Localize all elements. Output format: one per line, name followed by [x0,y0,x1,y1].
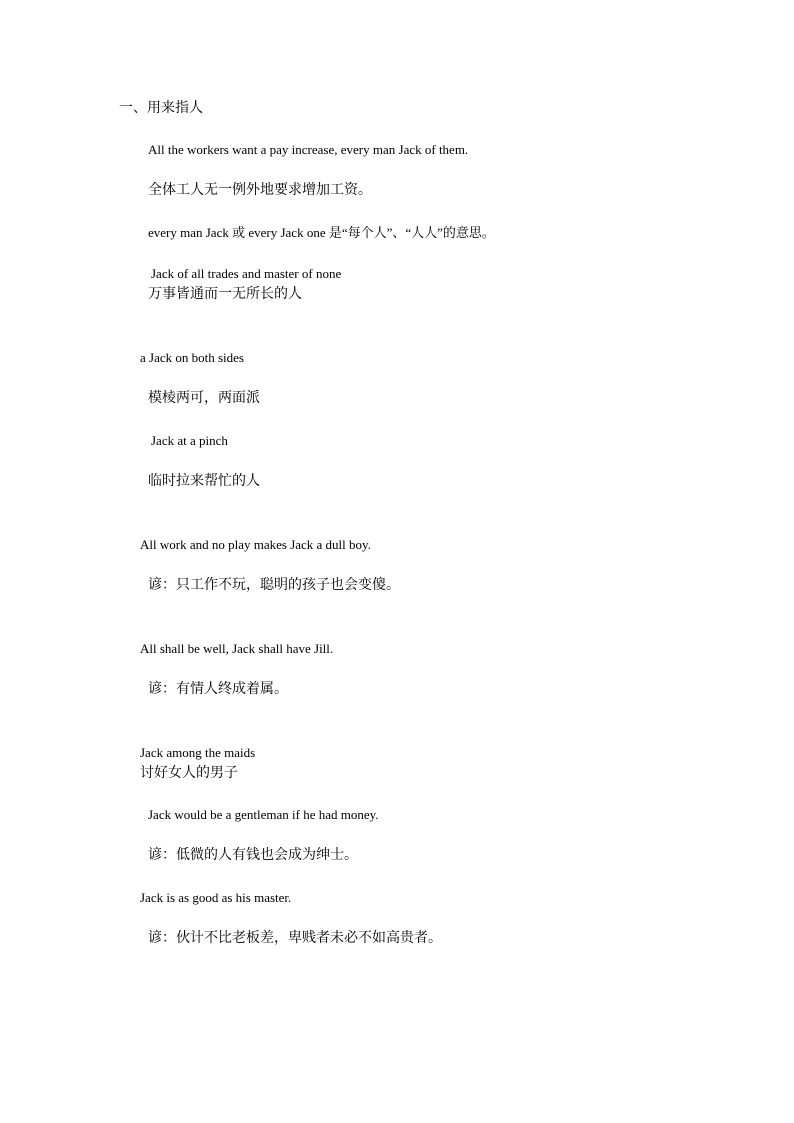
english-line: All the workers want a pay increase, every man Jack of them. [148,142,469,157]
english-line: All work and no play makes Jack a dull boy. [140,537,371,552]
chinese-line: 临时拉来帮忙的人 [148,473,260,489]
chinese-line: 谚：低微的人有钱也会成为绅士。 [148,847,358,863]
chinese-line: 模棱两可，两面派 [148,390,260,406]
english-line: All shall be well, Jack shall have Jill. [140,641,334,656]
chinese-line: 谚：有情人终成着属。 [148,681,288,697]
english-line: every man Jack 或 every Jack one 是“每个人”、“人人”的意思。 [148,225,495,240]
chinese-line: 谚：只工作不玩，聪明的孩子也会变傻。 [148,577,400,593]
english-line: Jack at a pinch [151,433,228,448]
english-line: a Jack on both sides [140,350,244,365]
chinese-line: 谚：伙计不比老板差，卑贱者未必不如高贵者。 [148,930,442,946]
chinese-line: 万事皆通而一无所长的人 [148,286,302,302]
english-line: Jack is as good as his master. [140,890,292,905]
english-line: Jack among the maids [140,745,256,760]
english-line: Jack of all trades and master of none [151,266,342,281]
chinese-line: 讨好女人的男子 [140,765,238,781]
english-line: Jack would be a gentleman if he had money. [148,807,379,822]
section-heading: 一、用来指人 [119,100,203,116]
chinese-line: 全体工人无一例外地要求增加工资。 [148,182,372,198]
